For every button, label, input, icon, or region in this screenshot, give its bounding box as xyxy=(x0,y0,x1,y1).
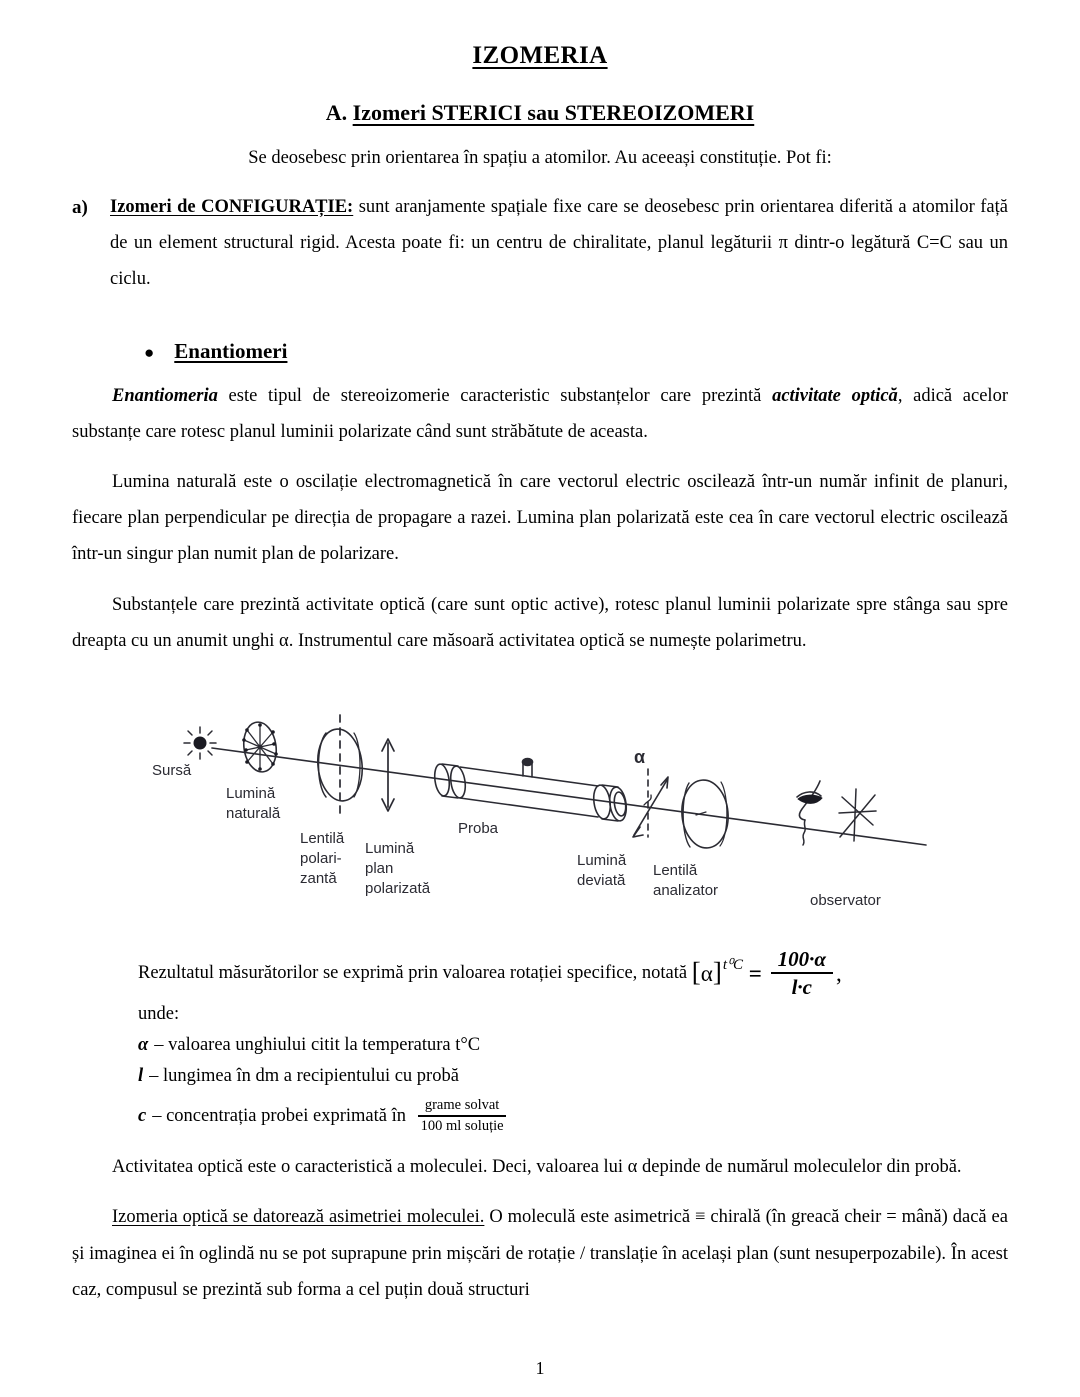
list-item-body: sunt aranjamente spațiale fixe care se deosebesc prin orientarea diferită a atomilor față de un element structural rigid. Acesta poate fi: un centru de chiralitate, planul legăturii π dintr-o legătură C=C sau un ciclu. xyxy=(110,197,1008,290)
figure-label-polarizing-lens-1: Lentilă xyxy=(300,829,345,847)
definition-alpha-symbol: α xyxy=(138,1035,149,1056)
definition-l-symbol: l xyxy=(138,1066,144,1087)
formula-trailing-comma: , xyxy=(835,960,842,986)
formula-block xyxy=(72,947,1008,1136)
list-item xyxy=(72,189,1008,297)
paragraph-text-b: , adică acelor substanțe care rotesc planul luminii polarizate când sunt străbătute de aceasta. xyxy=(72,386,1008,443)
list-marker: a) xyxy=(72,197,88,218)
sample-tube xyxy=(433,758,628,821)
paragraph-closing-rest: O moleculă este asimetrică ≡ chirală (în greacă cheir = mână) dacă ea și imaginea ei în oglindă nu se pot suprapune prin mișcări de rotație / translație în același plan (sunt nesuperpozabile). În acest caz, compusul se prezintă sub forma a cel puțin două structuri xyxy=(72,1207,1008,1300)
paragraph-emphasis: activitate optică xyxy=(772,386,898,407)
paragraph-lumina-naturala: Lumina naturală este o oscilație electromagnetică în care vectorul electric oscilează într-un număr infinit de planuri, fiecare plan perpendicular pe direcția de propagare a razei. Lumina plan polarizată este cea în care vectorul electric oscilează într-un singur plan numit plan de polarizare. xyxy=(72,472,1008,565)
figure-label-plane-polarized-2: plan xyxy=(365,859,394,877)
figure-label-source: Sursă xyxy=(152,761,192,779)
paragraph-activitatea-optica: Activitatea optică este o caracteristică a moleculei. Deci, valoarea lui α depinde de numărul moleculelor din probă. xyxy=(112,1157,962,1178)
figure-label-deviated-light-2: deviată xyxy=(577,871,626,889)
specific-rotation-formula xyxy=(692,947,842,1001)
paragraph-substantele: Substanțele care prezintă activitate optică (care sunt optic active), rotesc planul luminii polarizate spre stânga sau spre dreapta cu un anumit unghi α. Instrumentul care măsoară activitatea optică se numește polarimetru. xyxy=(72,594,1008,651)
section-heading xyxy=(72,100,1008,126)
definition-l-text: – lungimea în dm a recipientului cu probă xyxy=(149,1066,459,1087)
formula-bracket-open: [ xyxy=(691,957,701,988)
formula-unde-label: unde: xyxy=(138,1004,180,1025)
figure-label-alpha-angle: α xyxy=(634,746,646,767)
figure-label-natural-light-2: naturală xyxy=(226,804,281,822)
formula-alpha: α xyxy=(700,960,713,986)
definition-l xyxy=(138,1066,1008,1087)
observer-face xyxy=(797,781,822,845)
section-heading-text: Izomeri STERICI sau STEREOIZOMERI xyxy=(352,100,755,125)
concentration-denominator: 100 ml soluție xyxy=(420,1118,504,1135)
analyzer-lens xyxy=(679,778,731,850)
paragraph-enantiomeria xyxy=(72,378,1008,450)
formula-bracket-close: ] xyxy=(712,957,722,988)
page-title xyxy=(72,42,1008,70)
formula-equals: = xyxy=(748,960,762,986)
figure-label-plane-polarized-3: polarizată xyxy=(365,879,431,897)
paragraph-underlined-sentence: Izomeria optică se datorează asimetriei moleculei. xyxy=(112,1207,485,1228)
section-heading-prefix: A. xyxy=(325,100,348,125)
formula-intro-row xyxy=(138,947,1008,1001)
formula-superscript: t⁰C xyxy=(722,956,743,973)
definition-c xyxy=(138,1097,1008,1135)
light-source-icon xyxy=(194,736,207,749)
formula-fraction xyxy=(771,947,833,1001)
figure-label-sample: Proba xyxy=(458,819,499,837)
polarimeter-figure xyxy=(72,685,1008,925)
figure-label-polarizing-lens-2: polari- xyxy=(300,849,342,867)
figure-label-analyzer-lens-2: analizator xyxy=(653,881,719,899)
figure-label-polarizing-lens-3: zantă xyxy=(300,869,337,887)
formula-intro-text: Rezultatul măsurătorilor se exprimă prin valoarea rotației specifice, notată xyxy=(138,963,688,984)
paragraph-lead-term: Enantiomeria xyxy=(112,386,218,407)
formula-numerator: 100·α xyxy=(771,947,833,975)
figure-label-natural-light-1: Lumină xyxy=(226,784,276,802)
definition-alpha xyxy=(138,1035,1008,1056)
figure-label-observer: observator xyxy=(810,891,881,909)
paragraph-izomeria-optica xyxy=(72,1199,1008,1307)
page-number: 1 xyxy=(535,1358,545,1378)
figure-label-analyzer-lens-1: Lentilă xyxy=(653,861,698,879)
subsection-heading-label: Enantiomeri xyxy=(174,339,288,364)
definition-c-symbol: c xyxy=(138,1105,147,1126)
definition-c-text: – concentrația probei exprimată în xyxy=(152,1105,406,1126)
subsection-heading xyxy=(144,339,1008,364)
concentration-numerator: grame solvat xyxy=(418,1097,507,1117)
list-item-term: Izomeri de CONFIGURAȚIE: xyxy=(110,197,354,217)
polarimeter-schematic-svg xyxy=(140,685,940,925)
bullet-icon: ● xyxy=(144,343,155,363)
plane-polarized-arrow xyxy=(382,739,394,811)
deviated-light-arrows xyxy=(633,769,668,837)
definition-alpha-text: – valoarea unghiului citit la temperatura t°C xyxy=(154,1035,481,1056)
page-title-text: IZOMERIA xyxy=(472,42,608,69)
section-lead: Se deosebesc prin orientarea în spațiu a atomilor. Au aceeași constituție. Pot fi: xyxy=(248,148,832,168)
figure-label-deviated-light-1: Lumină xyxy=(577,851,627,869)
formula-denominator: l·c xyxy=(791,975,812,1000)
natural-light-wheel xyxy=(241,720,280,774)
paragraph-text-a: este tipul de stereoizomerie caracteristic substanțelor care prezintă xyxy=(217,386,773,407)
figure-label-plane-polarized-1: Lumină xyxy=(365,839,415,857)
concentration-fraction xyxy=(414,1097,511,1135)
